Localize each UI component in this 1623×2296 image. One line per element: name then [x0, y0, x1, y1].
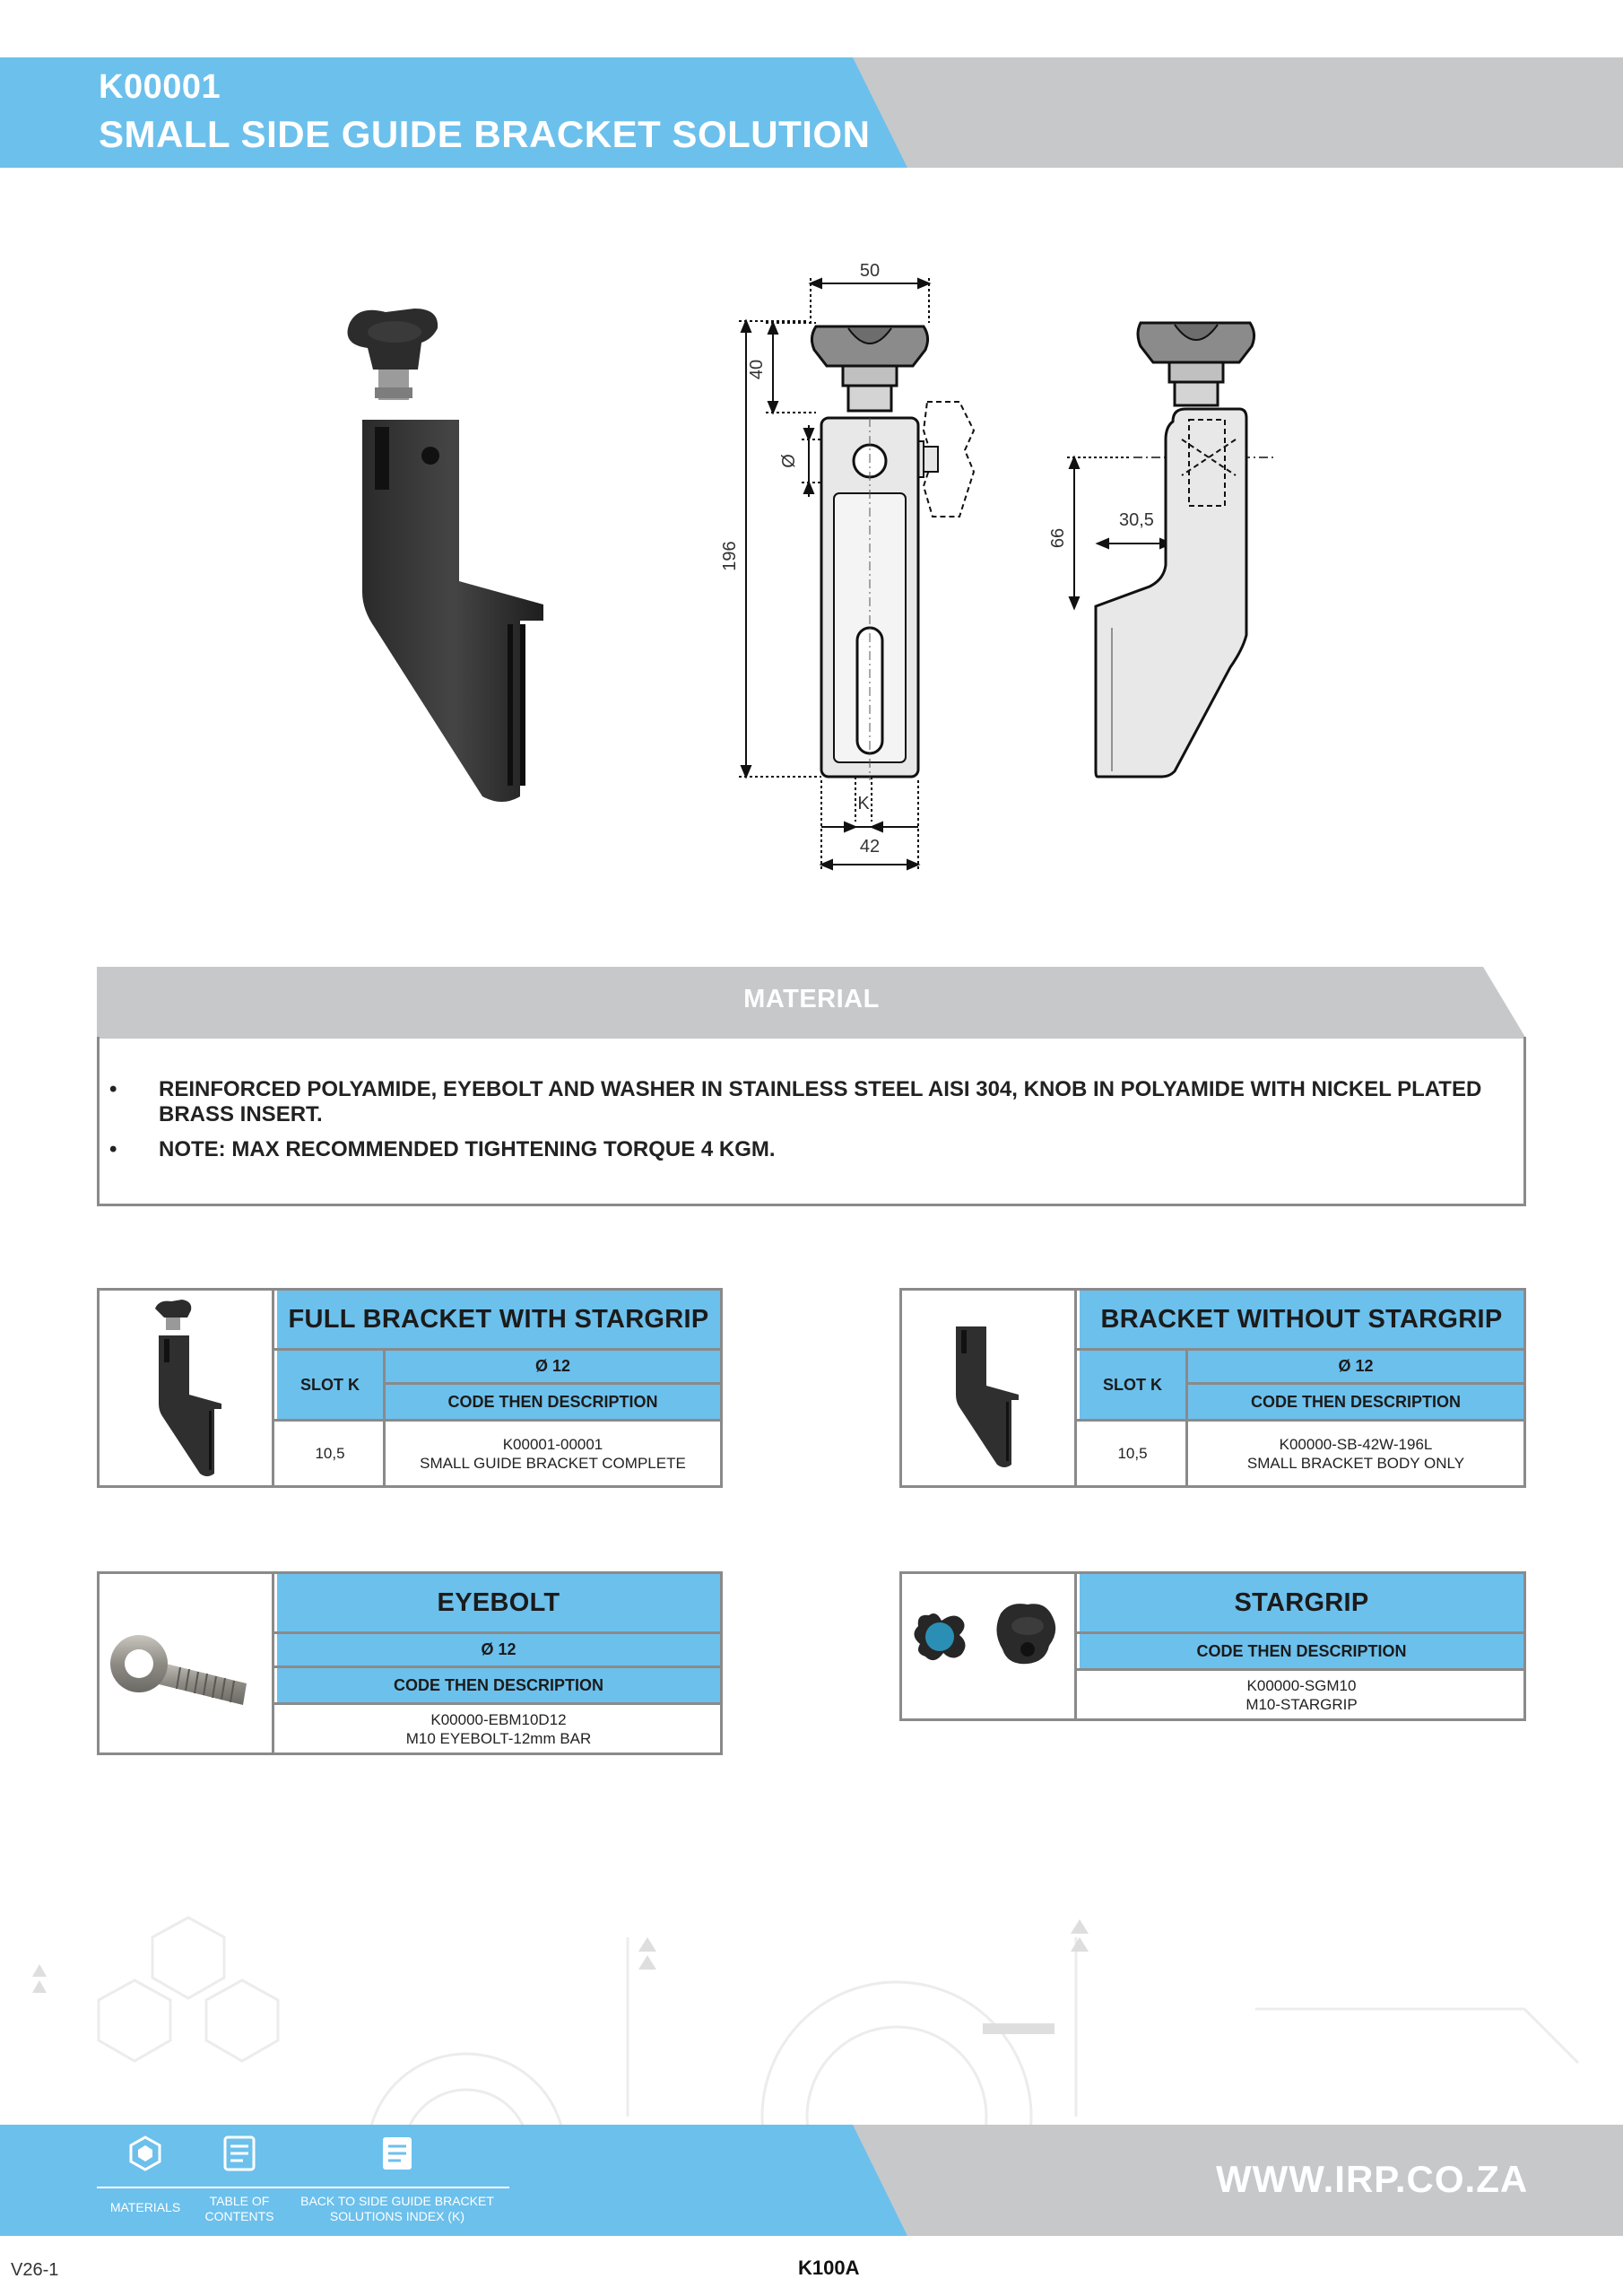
full-code: K00001-00001: [502, 1435, 603, 1453]
dim-diameter: Ø: [779, 454, 799, 468]
eyebolt-description: M10 EYEBOLT-12mm BAR: [405, 1729, 592, 1747]
dim-side-height: 66: [1048, 527, 1068, 549]
without-code-desc-header: CODE THEN DESCRIPTION: [1188, 1385, 1523, 1419]
dim-knob-height: 40: [747, 359, 767, 380]
bullet-1: •: [109, 1077, 117, 1101]
back-to-index-icon[interactable]: [380, 2135, 414, 2172]
stargrip-title: STARGRIP: [1080, 1574, 1523, 1631]
eyebolt-code-cell: [277, 1705, 720, 1752]
eyebolt-thumb: [100, 1574, 274, 1752]
dim-slot: K: [857, 794, 870, 813]
without-stargrip-image: [902, 1291, 1074, 1485]
materials-icon[interactable]: [127, 2135, 163, 2172]
without-slot-value: 10,5: [1117, 1445, 1148, 1462]
back-to-index-label[interactable]: [285, 2194, 509, 2224]
material-item-2: NOTE: MAX RECOMMENDED TIGHTENING TORQUE 4 KGM.: [159, 1137, 776, 1161]
table-of-contents-icon[interactable]: [222, 2135, 256, 2172]
full-slot-label: SLOT K: [277, 1351, 383, 1419]
front-view-drawing: [690, 251, 1031, 888]
stargrip-thumb: [902, 1574, 1077, 1718]
full-bracket-image: [100, 1291, 272, 1485]
full-diameter: Ø 12: [386, 1351, 720, 1382]
toc-label-line2: CONTENTS: [204, 2209, 274, 2223]
without-stargrip-title: BRACKET WITHOUT STARGRIP: [1080, 1291, 1523, 1348]
stargrip-code-cell: [1080, 1671, 1523, 1718]
background-decoration: [0, 1883, 1623, 2152]
full-description: SMALL GUIDE BRACKET COMPLETE: [420, 1454, 686, 1472]
dim-base-width: 42: [859, 837, 881, 857]
materials-label[interactable]: MATERIALS: [109, 2200, 181, 2214]
eyebolt-title: EYEBOLT: [277, 1574, 720, 1631]
full-slot-value: 10,5: [315, 1445, 345, 1462]
stargrip-image: [902, 1574, 1074, 1718]
without-diameter: Ø 12: [1188, 1351, 1523, 1382]
full-code-desc-header: CODE THEN DESCRIPTION: [386, 1385, 720, 1419]
without-code-cell: [1188, 1422, 1523, 1485]
toc-label-line1: TABLE OF: [209, 2194, 270, 2208]
bracket-photo: [332, 305, 565, 807]
eyebolt-table: [97, 1571, 723, 1755]
website-link[interactable]: WWW.IRP.CO.ZA: [1216, 2158, 1529, 2200]
table-of-contents-label[interactable]: [190, 2194, 289, 2224]
material-title: MATERIAL: [743, 985, 880, 1013]
eyebolt-image: [100, 1574, 272, 1752]
back-label-line1: BACK TO SIDE GUIDE BRACKET: [300, 2194, 494, 2208]
dim-total-height: 196: [720, 541, 740, 571]
dim-side-depth: 30,5: [1119, 510, 1154, 530]
stargrip-description: M10-STARGRIP: [1245, 1695, 1358, 1713]
eyebolt-diameter: Ø 12: [277, 1634, 720, 1665]
full-bracket-thumb: [100, 1291, 274, 1485]
stargrip-table: [899, 1571, 1526, 1721]
material-item-1: REINFORCED POLYAMIDE, EYEBOLT AND WASHER IN STAINLESS STEEL AISI 304, KNOB IN POLYAMIDE WITH NICKEL PLATED BRASS INSERT.: [159, 1077, 1482, 1126]
full-bracket-table: [97, 1288, 723, 1488]
dim-width: 50: [859, 261, 881, 281]
stargrip-code-desc-header: CODE THEN DESCRIPTION: [1080, 1634, 1523, 1668]
side-view-drawing: [1031, 305, 1291, 789]
without-slot-label: SLOT K: [1080, 1351, 1185, 1419]
eyebolt-code: K00000-EBM10D12: [430, 1710, 567, 1728]
eyebolt-code-desc-header: CODE THEN DESCRIPTION: [277, 1668, 720, 1702]
without-code: K00000-SB-42W-196L: [1279, 1435, 1433, 1453]
full-code-cell: [386, 1422, 720, 1485]
stargrip-code: K00000-SGM10: [1246, 1676, 1357, 1694]
product-code: K00001: [99, 68, 221, 106]
full-bracket-title: FULL BRACKET WITH STARGRIP: [277, 1291, 720, 1348]
back-label-line2: SOLUTIONS INDEX (K): [329, 2209, 465, 2223]
footer-divider: [97, 2187, 509, 2188]
version-label: V26-1: [11, 2260, 59, 2280]
page-code: K100A: [798, 2257, 860, 2279]
without-stargrip-thumb: [902, 1291, 1077, 1485]
without-description: SMALL BRACKET BODY ONLY: [1246, 1454, 1465, 1472]
bullet-2: •: [109, 1137, 117, 1161]
page-title: SMALL SIDE GUIDE BRACKET SOLUTION: [99, 113, 871, 155]
bracket-without-stargrip-table: [899, 1288, 1526, 1488]
